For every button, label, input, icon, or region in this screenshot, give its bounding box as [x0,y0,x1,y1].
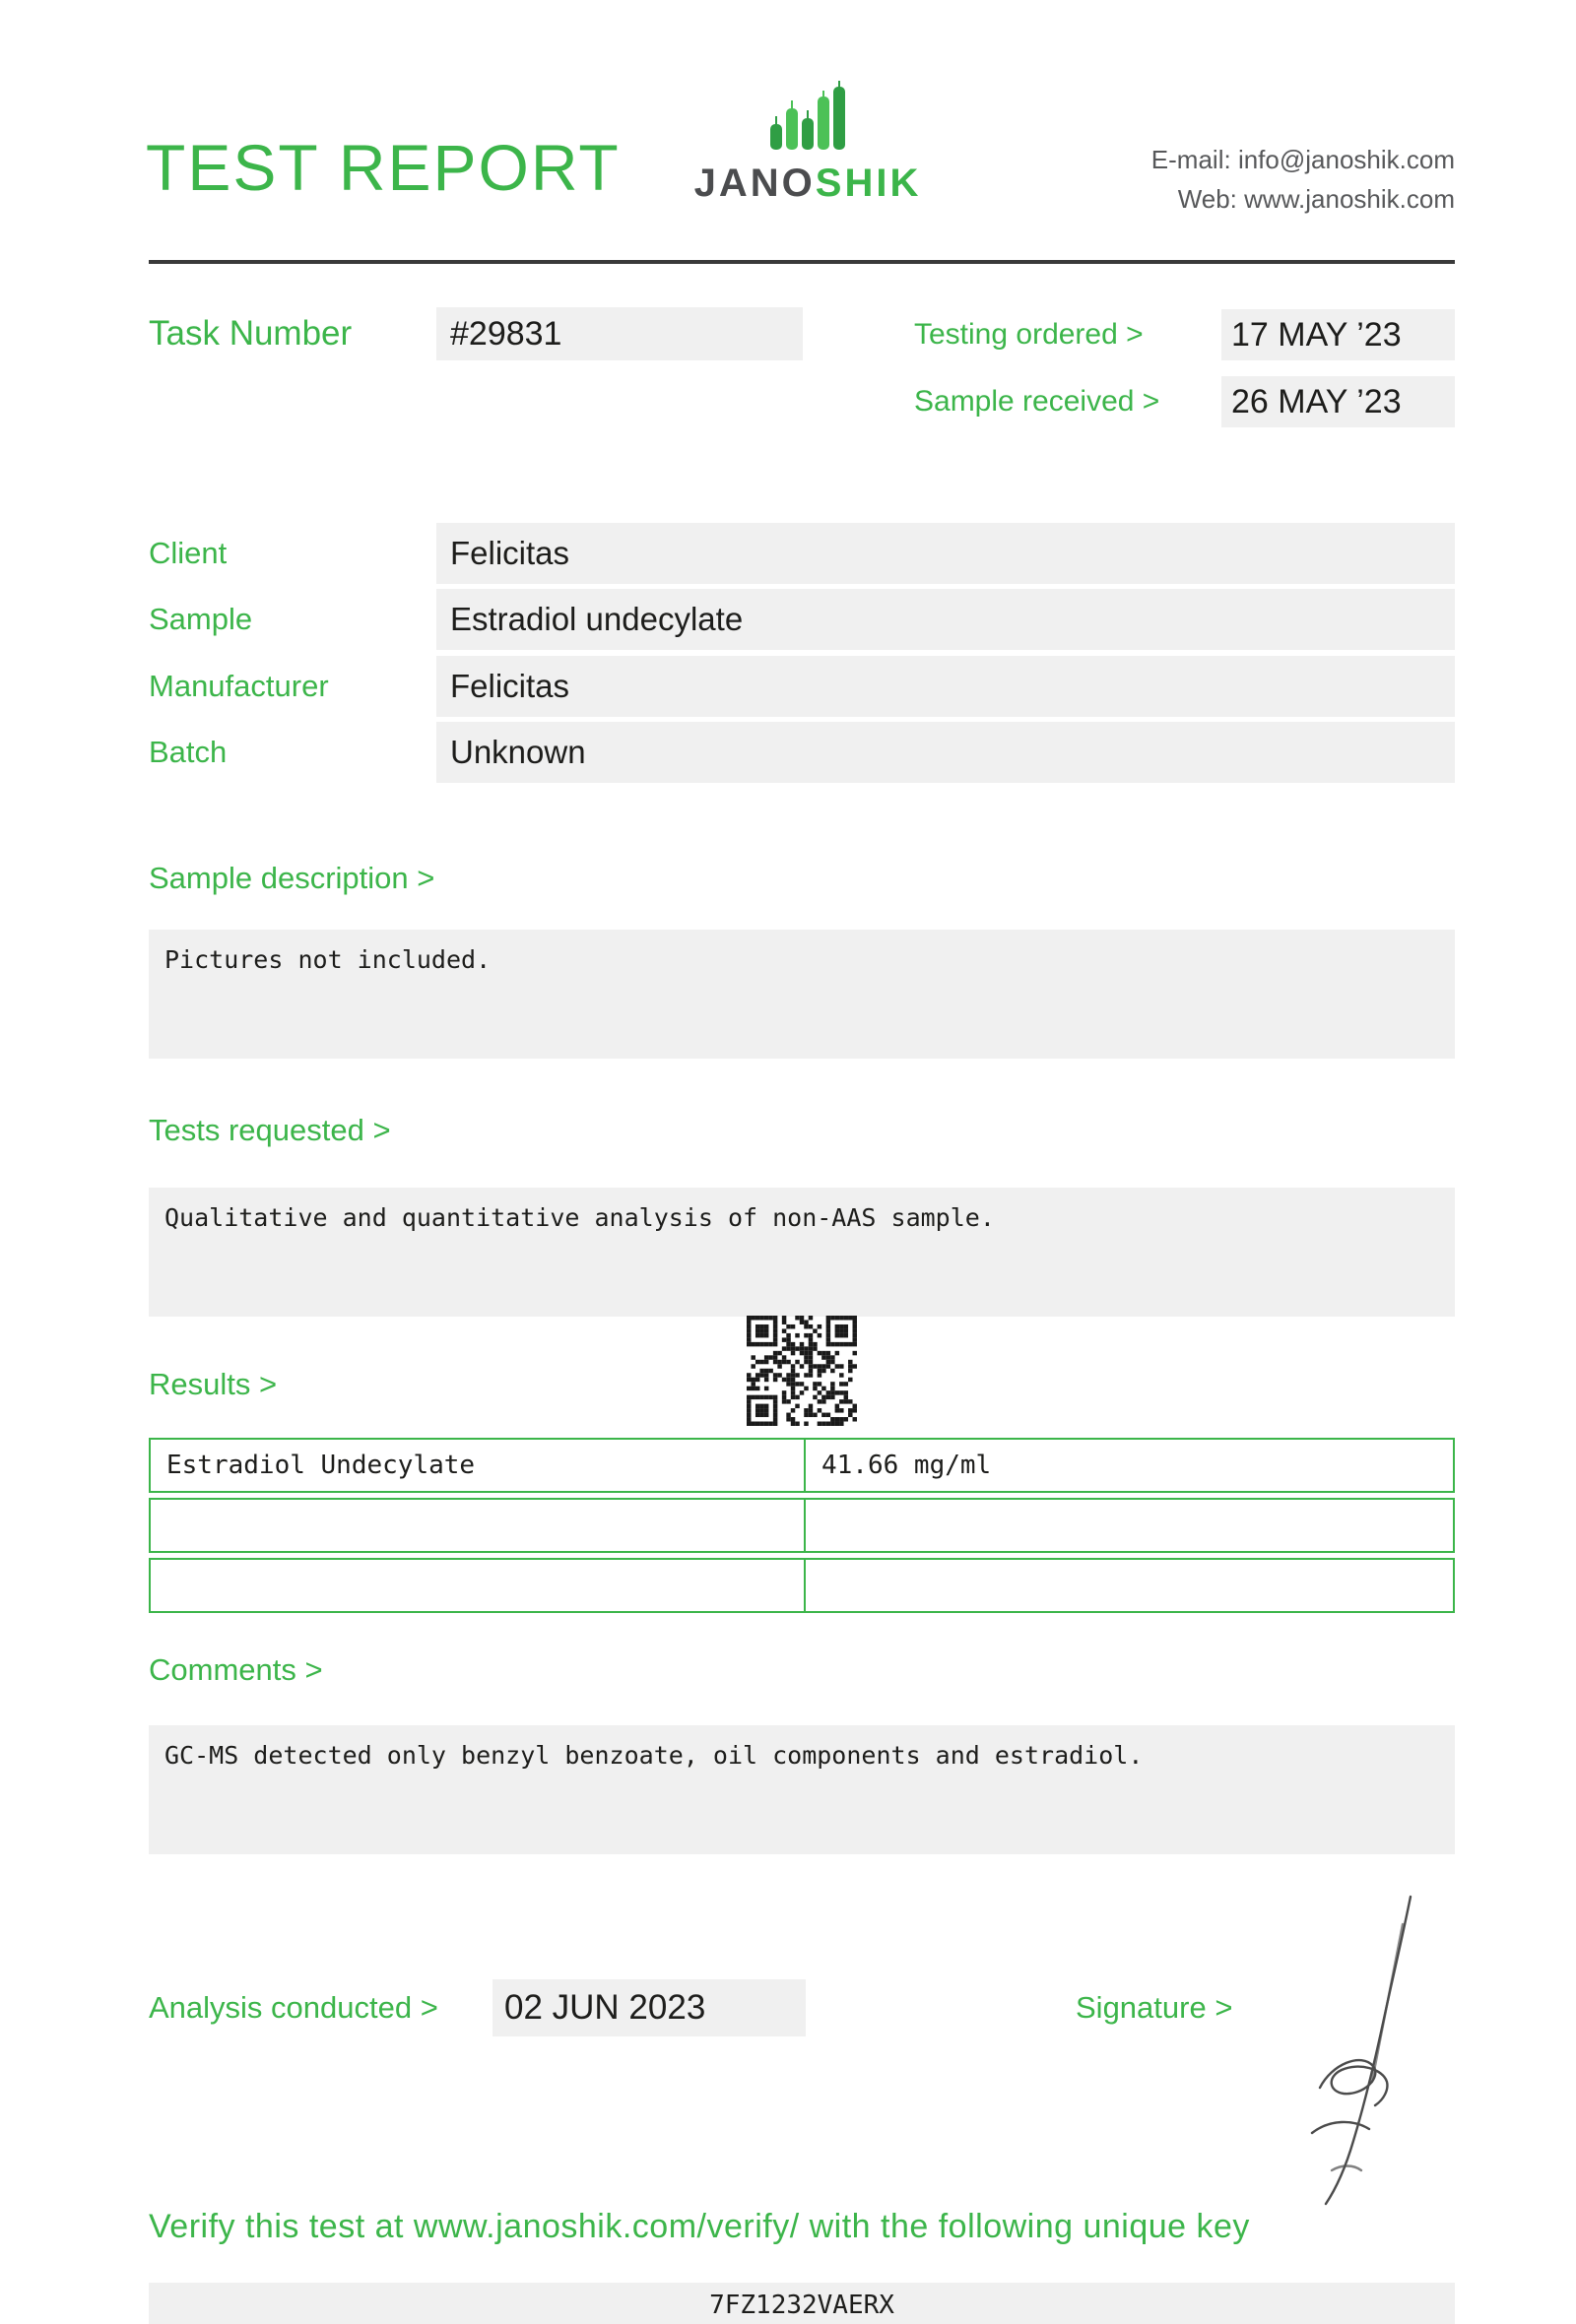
result-substance: Estradiol Undecylate [151,1440,806,1491]
sample-label: Sample [149,602,253,636]
sample-value: Estradiol undecylate [436,589,1455,650]
analysis-conducted-label: Analysis conducted > [149,1990,438,2025]
comments-text: GC-MS detected only benzyl benzoate, oil components and estradiol. [149,1725,1455,1854]
result-substance [151,1500,806,1551]
result-value [806,1560,1453,1611]
analysis-conducted-date: 02 JUN 2023 [492,1979,806,2036]
janoshik-logo [685,79,931,206]
table-row [149,1558,1455,1613]
results-table [149,1438,1455,1618]
task-number-value: #29831 [436,307,803,360]
tests-requested-heading: Tests requested > [149,1113,391,1147]
table-row [149,1438,1455,1493]
table-row [149,1498,1455,1553]
sample-received-label: Sample received > [914,385,1160,418]
sample-description-text: Pictures not included. [149,930,1455,1059]
result-value: 41.66 mg/ml [821,1451,992,1480]
sample-description-heading: Sample description > [149,861,435,895]
client-value: Felicitas [436,523,1455,584]
batch-value: Unknown [436,722,1455,783]
manufacturer-value: Felicitas [436,656,1455,717]
logo-wordmark [685,161,931,206]
contact-block [1151,140,1455,219]
client-label: Client [149,536,228,570]
qr-code [747,1316,857,1426]
comments-heading: Comments > [149,1652,323,1687]
logo-wordmark-dark: JANO [693,161,816,205]
logo-wordmark-green: SHIK [815,161,922,205]
email-line [1151,140,1455,179]
web-value: www.janoshik.com [1244,184,1455,214]
verify-key: 7FZ1232VAERX [149,2283,1455,2324]
batch-label: Batch [149,735,228,769]
web-line [1151,179,1455,219]
report-title: TEST REPORT [146,131,621,204]
email-label: E-mail: [1150,145,1231,174]
task-number-label: Task Number [149,314,353,353]
testing-ordered-label: Testing ordered > [914,318,1144,351]
result-value [806,1500,1453,1551]
bar-chart-logo-icon [766,79,849,158]
tests-requested-text: Qualitative and quantitative analysis of non-AAS sample. [149,1188,1455,1317]
signature-label: Signature > [1076,1990,1233,2025]
qr-code-image [747,1316,857,1426]
testing-ordered-date: 17 MAY ’23 [1221,309,1455,360]
result-substance [151,1560,806,1611]
signature-image [1280,1879,1438,2219]
email-value: info@janoshik.com [1237,145,1455,174]
header-divider [149,260,1455,264]
sample-received-date: 26 MAY ’23 [1221,376,1455,427]
web-label: Web: [1177,184,1237,214]
verify-instruction: Verify this test at www.janoshik.com/verify/ with the following unique key [149,2208,1250,2245]
signature-scribble [1280,1879,1438,2219]
results-heading: Results > [149,1367,278,1401]
manufacturer-label: Manufacturer [149,669,329,703]
